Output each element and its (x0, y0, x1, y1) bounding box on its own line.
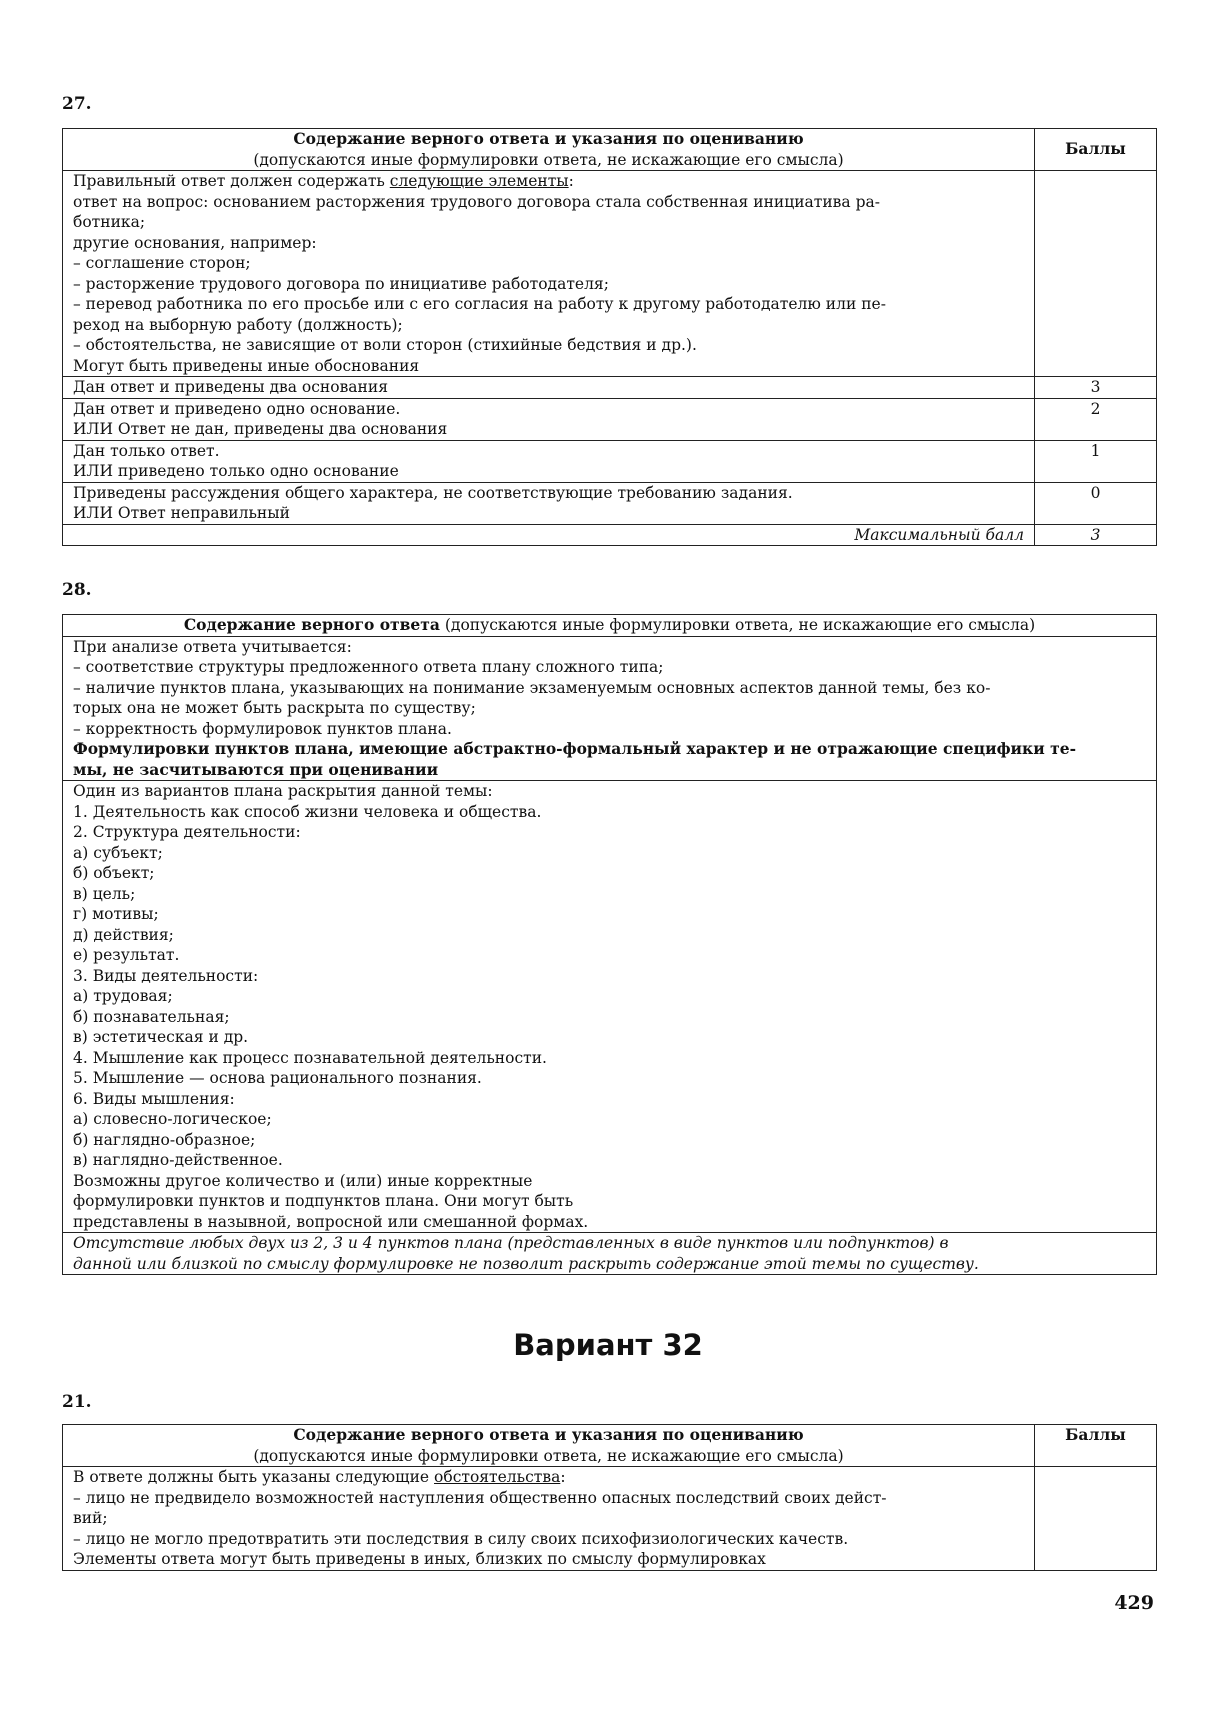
q21-table (62, 1424, 1157, 1571)
q27-criterion-text: Дан ответ и приведены два основания (63, 377, 1035, 399)
q28-note-cell (63, 1233, 1157, 1275)
q28-plan-row (63, 781, 1157, 1233)
q27-max-points: 3 (1035, 524, 1157, 546)
plan-line: в) наглядно-действенное. (73, 1151, 283, 1169)
plan-line: 3. Виды деятельности: (73, 966, 259, 985)
plan-line: в) цель; (73, 884, 136, 903)
q28-analysis-line: – соответствие структуры предложенного ответа плану сложного типа; (73, 658, 664, 676)
q28-analysis-line: – корректность формулировок пунктов плана. (73, 719, 452, 738)
plan-line: в) эстетическая и др. (73, 1028, 249, 1046)
q21-header-note: (допускаются иные формулировки ответа, не искажающие его смысла) (253, 1446, 844, 1465)
q28-header-bold: Содержание верного ответа (183, 615, 440, 634)
q28-note-row (63, 1233, 1157, 1275)
q28-analysis-line: При анализе ответа учитывается: (73, 637, 352, 656)
q27-criterion-text: Приведены рассуждения общего характера, не соответствующие требованию задания. ИЛИ Ответ неправильный (63, 482, 1035, 524)
q27-criterion-points: 1 (1035, 440, 1157, 482)
q21-line: вий; (73, 1509, 108, 1527)
q27-line: другие основания, например: (73, 233, 317, 252)
q21-header-points: Баллы (1035, 1425, 1157, 1467)
plan-line: 6. Виды мышления: (73, 1089, 235, 1108)
q27-line: ботника; (73, 213, 146, 231)
q27-criterion-row (63, 398, 1157, 440)
q28-analysis-line: – наличие пунктов плана, указывающих на понимание экзаменуемым основных аспектов данной темы, без ко- (73, 678, 991, 697)
q27-max-row (63, 524, 1157, 546)
q27-max-label: Максимальный балл (63, 524, 1035, 546)
plan-line: представлены в назывной, вопросной или смешанной формах. (73, 1212, 589, 1231)
q27-line: – расторжение трудового договора по инициативе работодателя; (73, 274, 609, 293)
plan-line: б) наглядно-образное; (73, 1130, 256, 1149)
q21-header-row (63, 1425, 1157, 1467)
q21-line: – лицо не предвидело возможностей наступления общественно опасных последствий своих дейст- (73, 1488, 887, 1507)
plan-line: г) мотивы; (73, 905, 159, 923)
q27-header-cell (63, 129, 1035, 171)
q28-header-cell (63, 615, 1157, 637)
q27-line: – обстоятельства, не зависящие от воли сторон (стихийные бедствия и др.). (73, 336, 697, 354)
q28-analysis-row (63, 636, 1157, 781)
q27-criterion-row (63, 377, 1157, 399)
q28-note-line: Отсутствие любых двух из 2, 3 и 4 пунктов плана (представленных в виде пунктов или подпунктов) в (73, 1234, 949, 1252)
q28-table (62, 614, 1157, 1275)
q27-intro: Правильный ответ должен содержать следующие элементы: (73, 172, 574, 190)
task-number-21: 21. (62, 1392, 92, 1412)
q21-content-cell (63, 1467, 1035, 1571)
plan-line: 5. Мышление — основа рационального познания. (73, 1069, 482, 1087)
q27-criterion-points: 0 (1035, 482, 1157, 524)
plan-line: формулировки пунктов и подпунктов плана. Они могут быть (73, 1192, 574, 1210)
q21-header-cell (63, 1425, 1035, 1467)
q21-intro: В ответе должны быть указаны следующие обстоятельства: (73, 1468, 566, 1486)
q27-criterion-row (63, 440, 1157, 482)
q21-content-points (1035, 1467, 1157, 1571)
task-number-27: 27. (62, 94, 92, 114)
q27-line: – соглашение сторон; (73, 254, 251, 272)
page-number: 429 (1114, 1592, 1154, 1614)
plan-line: а) словесно-логическое; (73, 1110, 272, 1128)
plan-line: Возможны другое количество и (или) иные корректные (73, 1171, 533, 1190)
plan-line: а) субъект; (73, 843, 163, 862)
q28-analysis-bold-line: Формулировки пунктов плана, имеющие абстрактно-формальный характер и не отражающие специфики те- (73, 739, 1077, 758)
q27-header-note: (допускаются иные формулировки ответа, не искажающие его смысла) (253, 150, 844, 169)
q21-content-row (63, 1467, 1157, 1571)
q28-analysis-cell (63, 636, 1157, 781)
q28-analysis-bold-line: мы, не засчитываются при оценивании (73, 759, 439, 779)
q27-line: Могут быть приведены иные обоснования (73, 356, 420, 375)
q27-table (62, 128, 1157, 546)
q28-analysis-line: торых она не может быть раскрыта по существу; (73, 699, 476, 717)
q28-note-line: данной или близкой по смыслу формулировке не позволит раскрыть содержание этой темы по существу. (73, 1254, 979, 1273)
plan-line: б) объект; (73, 864, 155, 882)
q27-header-points: Баллы (1035, 129, 1157, 171)
q27-criterion-text: Дан ответ и приведено одно основание. ИЛИ Ответ не дан, приведены два основания (63, 398, 1035, 440)
q28-header-row (63, 615, 1157, 637)
q21-header-title: Содержание верного ответа и указания по оцениванию (293, 1425, 804, 1444)
variant-title: Вариант 32 (513, 1328, 703, 1362)
plan-line: 1. Деятельность как способ жизни человека и общества. (73, 802, 542, 821)
q28-header-rest: (допускаются иные формулировки ответа, не искажающие его смысла) (439, 616, 1036, 634)
q21-line: Элементы ответа могут быть приведены в иных, близких по смыслу формулировках (73, 1550, 766, 1568)
q27-content-points (1035, 171, 1157, 377)
q27-header-title: Содержание верного ответа и указания по оцениванию (293, 129, 804, 148)
plan-line: е) результат. (73, 946, 180, 964)
plan-line: 4. Мышление как процесс познавательной деятельности. (73, 1048, 547, 1067)
q28-plan-cell (63, 781, 1157, 1233)
q27-criterion-row (63, 482, 1157, 524)
plan-line: д) действия; (73, 925, 174, 944)
plan-line: б) познавательная; (73, 1007, 230, 1026)
q27-criterion-text: Дан только ответ. ИЛИ приведено только одно основание (63, 440, 1035, 482)
q27-content-row (63, 171, 1157, 377)
plan-line: Один из вариантов плана раскрытия данной темы: (73, 782, 493, 800)
q27-criterion-points: 2 (1035, 398, 1157, 440)
q27-content-cell (63, 171, 1035, 377)
q27-line: – перевод работника по его просьбе или с его согласия на работу к другому работодателю или пе- (73, 295, 886, 313)
q27-criterion-points: 3 (1035, 377, 1157, 399)
q27-line: реход на выборную работу (должность); (73, 315, 403, 334)
q21-line: – лицо не могло предотвратить эти последствия в силу своих психофизиологических качеств. (73, 1529, 849, 1548)
task-number-28: 28. (62, 580, 92, 600)
q27-header-row (63, 129, 1157, 171)
plan-line: 2. Структура деятельности: (73, 823, 301, 841)
q27-line: ответ на вопрос: основанием расторжения трудового договора стала собственная инициатива ра- (73, 192, 880, 211)
plan-line: а) трудовая; (73, 987, 173, 1005)
